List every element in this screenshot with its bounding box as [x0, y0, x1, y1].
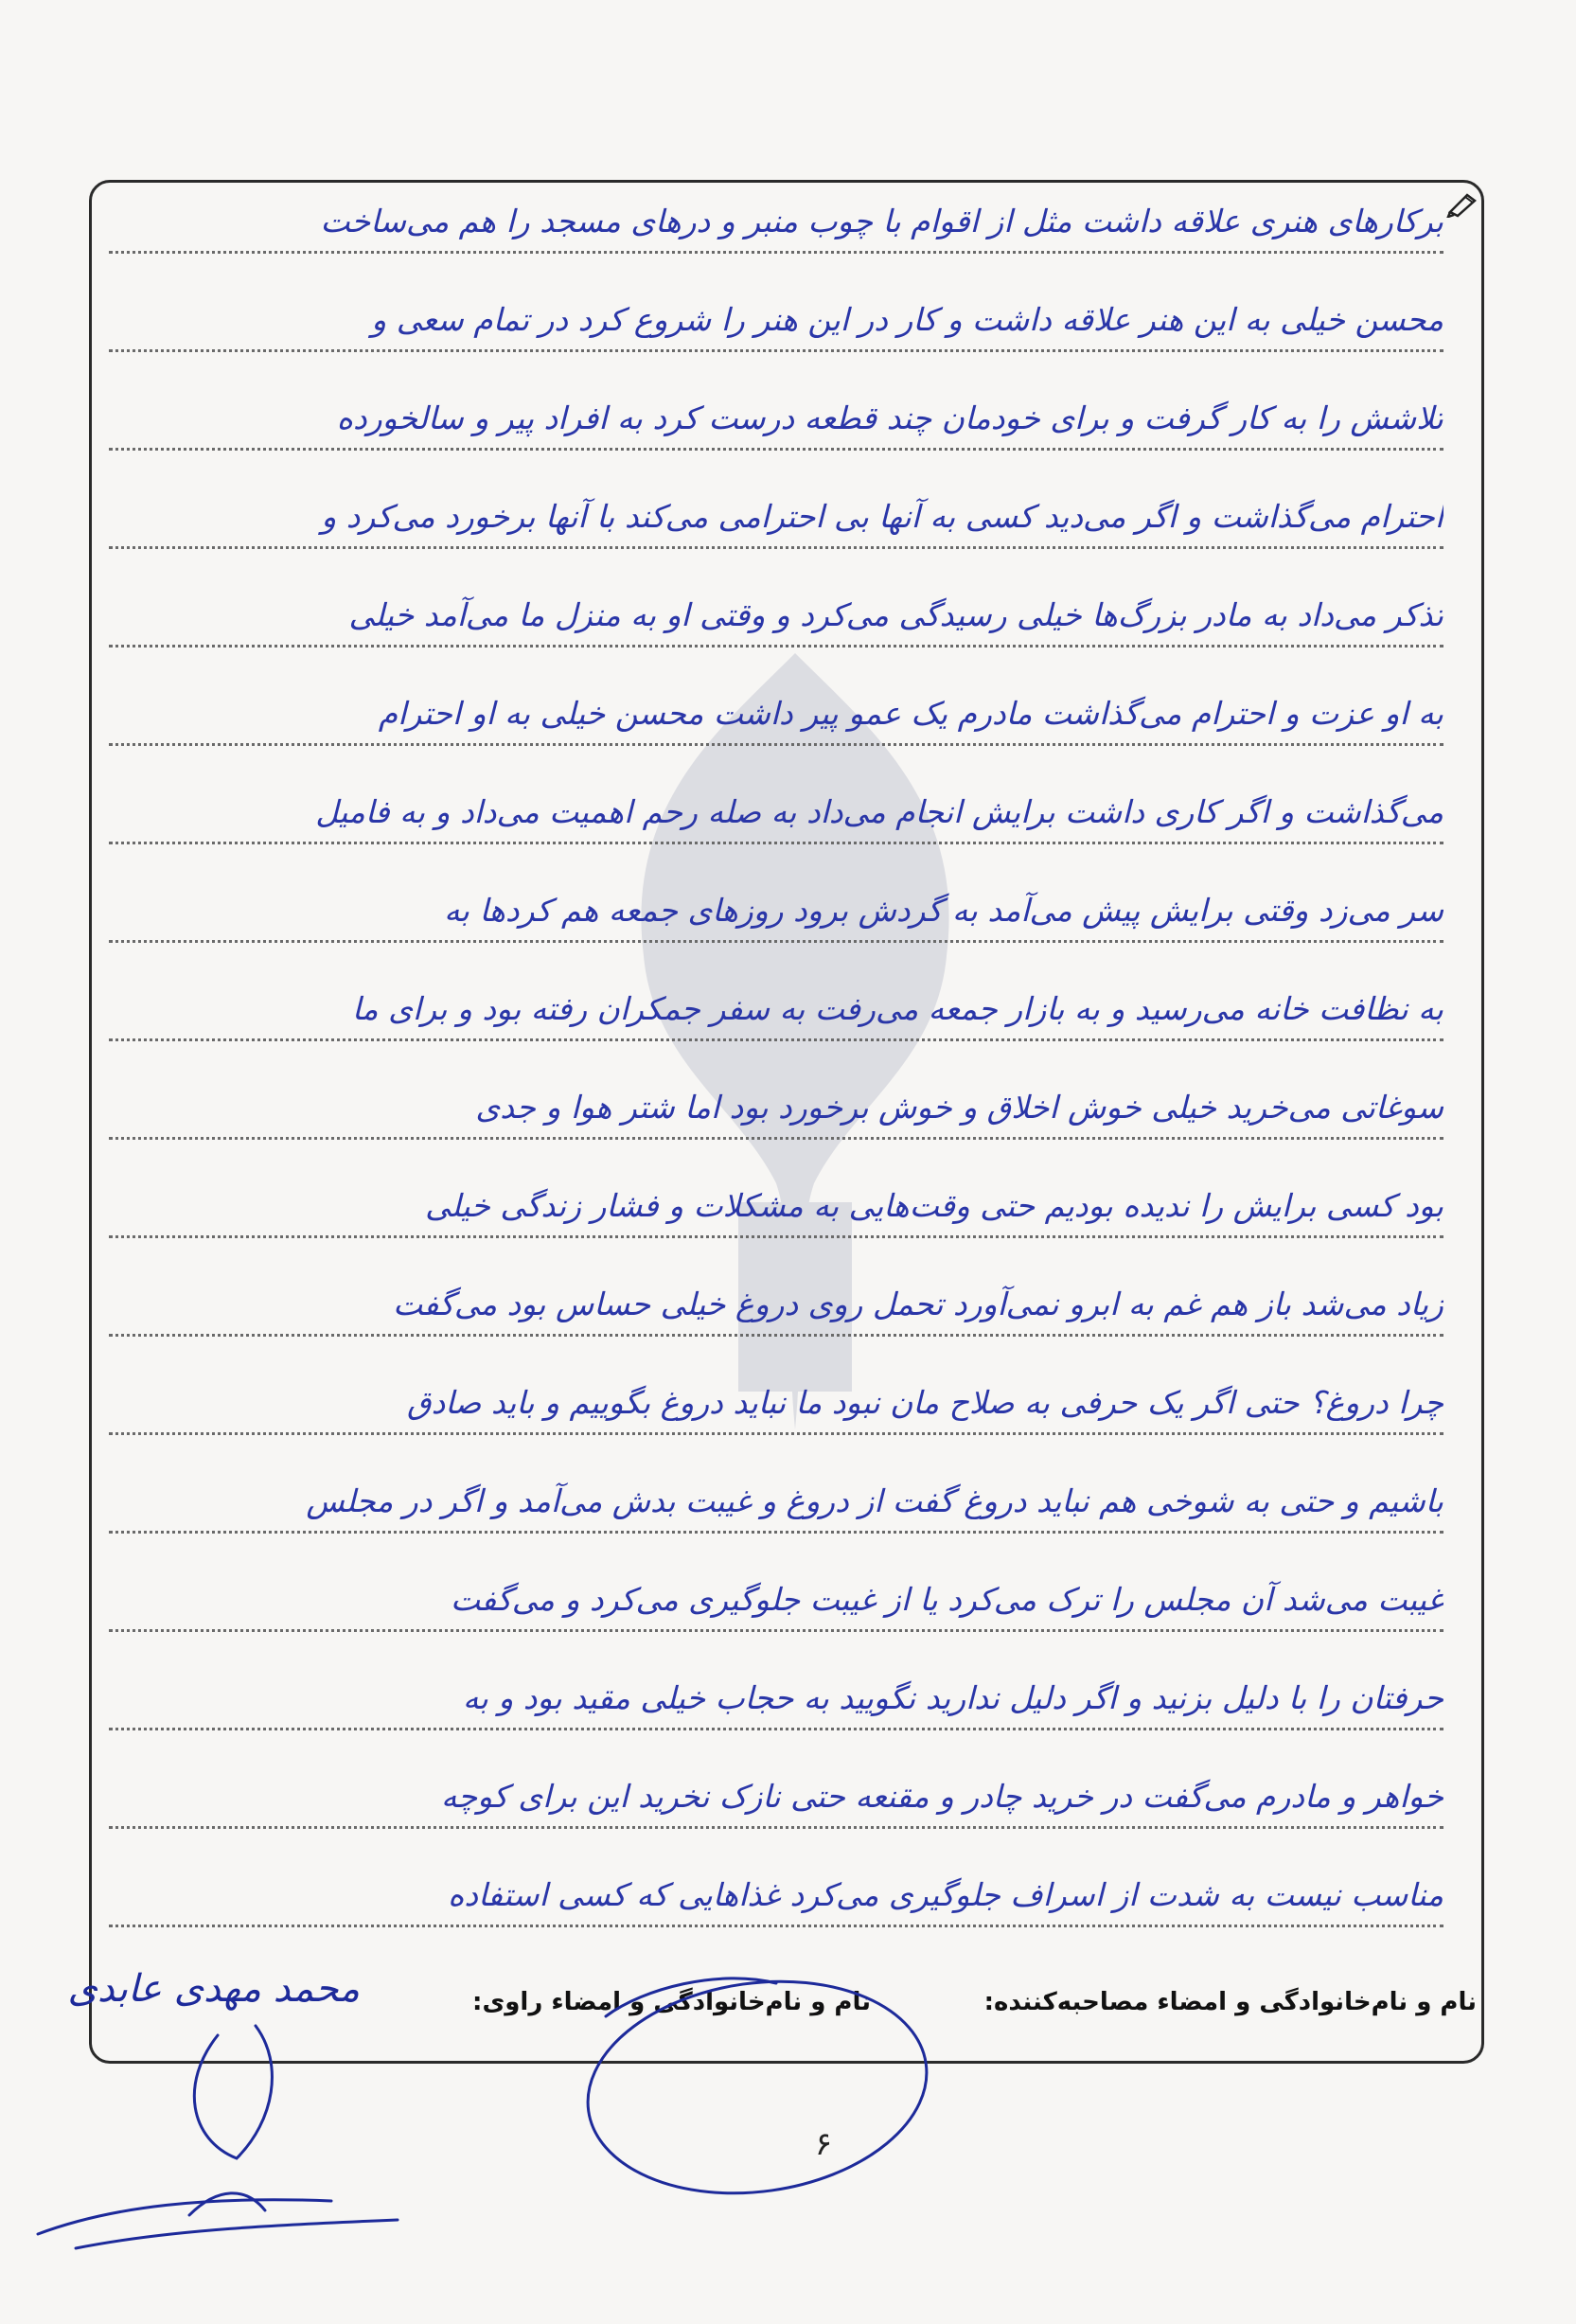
text-line	[109, 967, 1443, 1055]
line-text: به او عزت و احترام می‌گذاشت مادرم یک عمو پیر داشت محسن خیلی به او احترام	[378, 695, 1443, 732]
line-text: حرفتان را با دلیل بزنید و اگر دلیل ندارید نگویید به حجاب خیلی مقید بود و به	[462, 1679, 1443, 1716]
line-text: مناسب نیست به شدت از اسراف جلوگیری می‌کرد غذاهایی که کسی استفاده	[448, 1876, 1443, 1913]
line-text: محسن خیلی به این هنر علاقه داشت و کار در این هنر را شروع کرد در تمام سعی و	[371, 301, 1443, 338]
line-text: بود کسی برایش را ندیده بودیم حتی وقت‌هایی به مشکلات و فشار زندگی خیلی	[425, 1187, 1443, 1224]
narrator-name: محمد مهدی عابدی	[67, 1967, 360, 2011]
handwritten-text-area	[109, 180, 1462, 1941]
line-text: تذکر می‌داد به مادر بزرگ‌ها خیلی رسیدگی می‌کرد و وقتی او به منزل ما می‌آمد خیلی	[348, 596, 1443, 633]
text-line	[109, 475, 1443, 562]
narrator-signature-line-1	[38, 2200, 331, 2234]
line-text: خواهر و مادرم می‌گفت در خرید چادر و مقنعه حتی نازک نخرید این برای کوچه	[441, 1778, 1443, 1815]
text-line	[109, 1755, 1443, 1842]
page-number: ۶	[814, 2125, 833, 2163]
text-line	[109, 1361, 1443, 1448]
text-line	[109, 278, 1443, 365]
line-text: تلاشش را به کار گرفت و برای خودمان چند قطعه درست کرد به افراد پیر و سالخورده	[336, 399, 1443, 436]
narrator-signature-line-2	[76, 2220, 398, 2248]
line-text: چرا دروغ؟ حتی اگر یک حرفی به صلاح مان نبود ما نباید دروغ بگوییم و باید صادق	[407, 1384, 1443, 1421]
narrator-signature-line-3	[189, 2193, 265, 2215]
line-text: به نظافت خانه می‌رسید و به بازار جمعه می‌رفت به سفر جمکران رفته بود و برای ما	[351, 990, 1443, 1027]
line-text: برکارهای هنری علاقه داشت مثل از اقوام با چوب منبر و درهای مسجد را هم می‌ساخت	[320, 203, 1443, 239]
line-text: احترام می‌گذاشت و اگر می‌دید کسی به آنها بی احترامی می‌کند با آنها برخورد می‌کرد و	[321, 498, 1443, 535]
text-line	[109, 1657, 1443, 1744]
interviewer-label: نام و نام‌خانوادگی و امضاء مصاحبه‌کننده:	[983, 1988, 1477, 2016]
line-text: باشیم و حتی به شوخی هم نباید دروغ گفت از دروغ و غیبت بدش می‌آمد و اگر در مجلس	[306, 1482, 1443, 1519]
text-line	[109, 771, 1443, 858]
text-line	[109, 180, 1443, 267]
line-text: سوغاتی می‌خرید خیلی خوش اخلاق و خوش برخورد بود اما شتر هوا و جدی	[475, 1089, 1443, 1126]
line-text: می‌گذاشت و اگر کاری داشت برایش انجام می‌داد به صله رحم اهمیت می‌داد و به فامیل	[315, 793, 1443, 830]
text-line	[109, 1164, 1443, 1251]
narrator-label: نام و نام‌خانوادگی و امضاء راوی:	[472, 1988, 871, 2016]
text-line	[109, 574, 1443, 661]
line-text: زیاد می‌شد باز هم غم به ابرو نمی‌آورد تحمل روی دروغ خیلی حساس بود می‌گفت	[393, 1286, 1443, 1322]
text-line	[109, 1460, 1443, 1547]
line-text: غیبت می‌شد آن مجلس را ترک می‌کرد یا از غیبت جلوگیری می‌کرد و می‌گفت	[450, 1581, 1443, 1618]
text-line	[109, 672, 1443, 759]
text-line	[109, 377, 1443, 464]
text-line	[109, 869, 1443, 956]
line-text: سر می‌زد وقتی برایش پیش می‌آمد به گردش برود روزهای جمعه هم کردها به	[444, 892, 1443, 929]
text-line	[109, 1066, 1443, 1153]
text-line	[109, 1854, 1443, 1941]
text-line	[109, 1263, 1443, 1350]
text-line	[109, 1558, 1443, 1645]
